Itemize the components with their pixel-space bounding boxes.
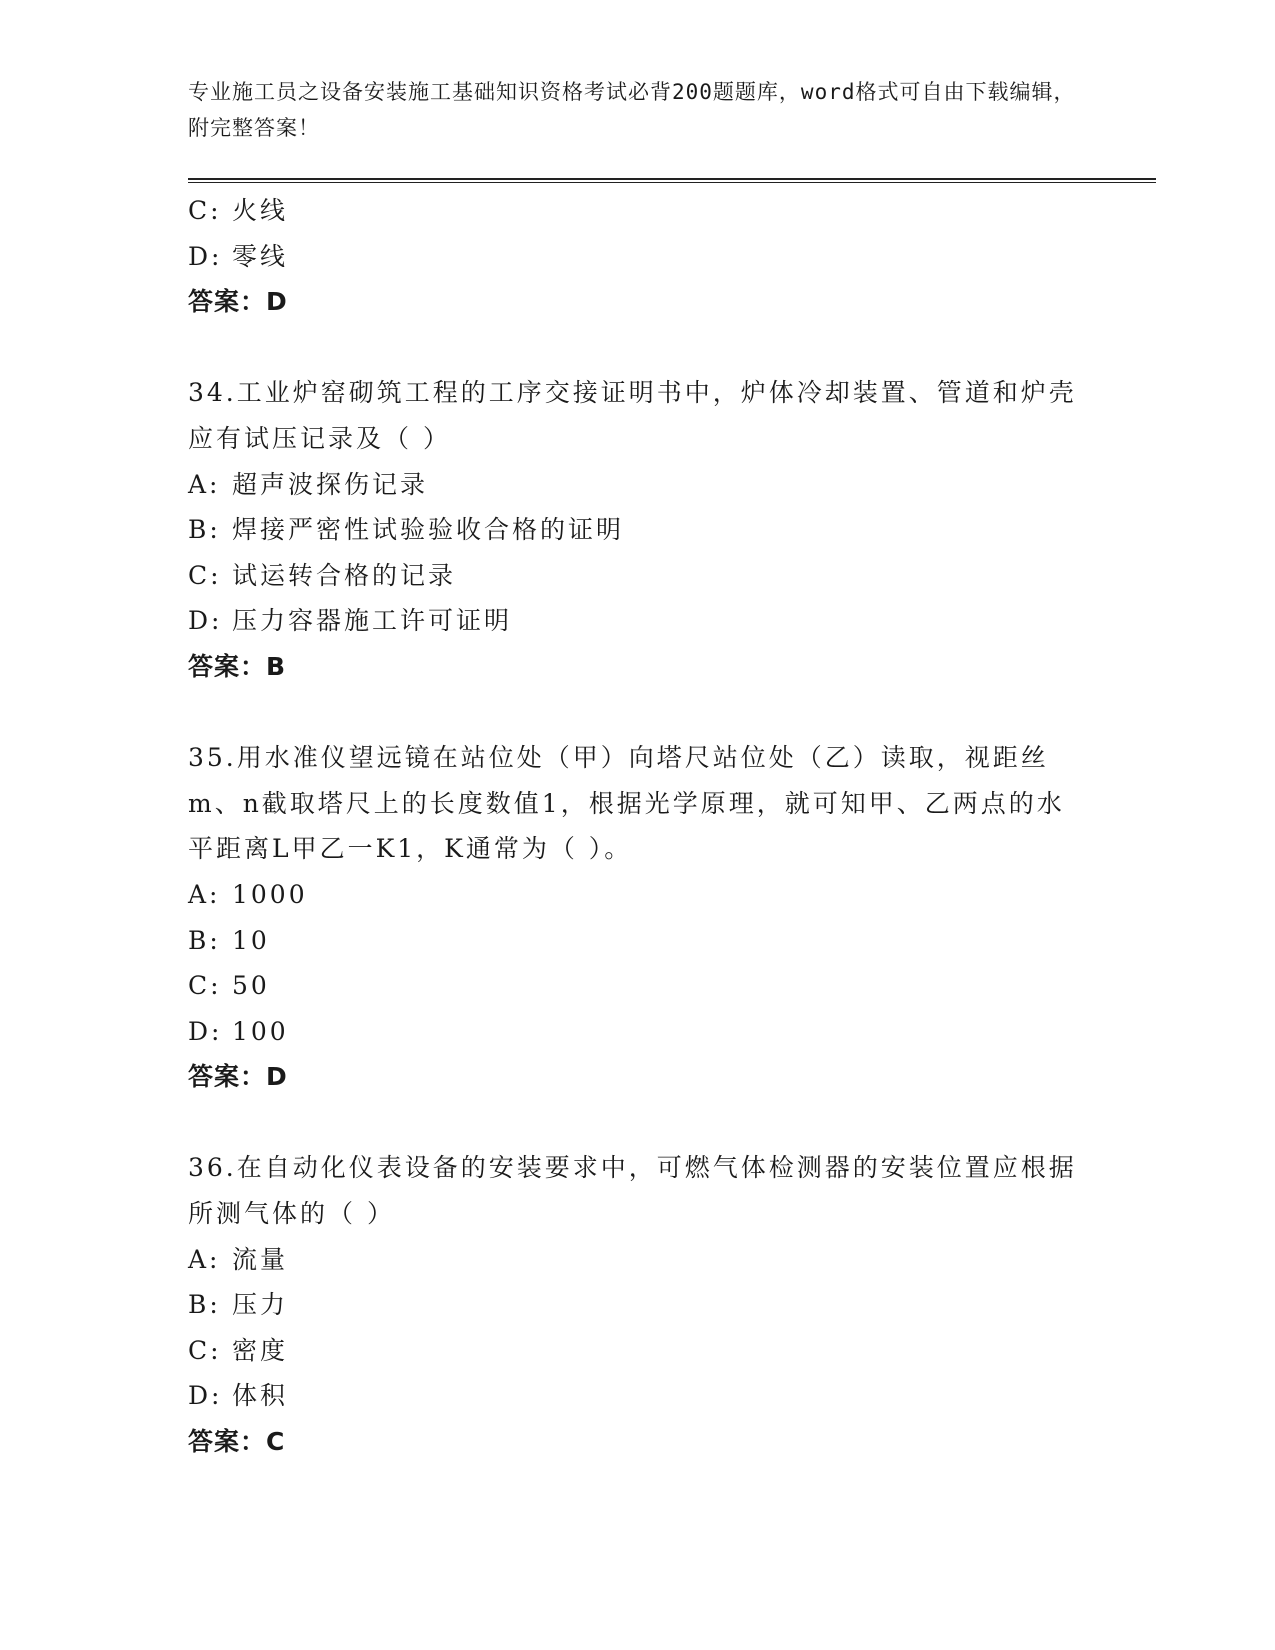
option-letter: C: bbox=[188, 560, 222, 590]
option-letter: B: bbox=[188, 515, 221, 545]
option-letter: A: bbox=[188, 879, 221, 909]
answer-line: 答案：C bbox=[188, 1427, 286, 1457]
option-text: 试运转合格的记录 bbox=[232, 560, 457, 590]
option-d bbox=[188, 598, 1088, 644]
option-text: 1000 bbox=[232, 879, 308, 909]
option-a bbox=[188, 462, 1088, 508]
option-text: 密度 bbox=[232, 1335, 289, 1365]
question-list bbox=[188, 188, 1088, 1465]
option-letter: D: bbox=[188, 241, 223, 271]
option-text: 零线 bbox=[232, 241, 289, 271]
answer-line: 答案：B bbox=[188, 651, 287, 681]
option-b bbox=[188, 1282, 1088, 1328]
option-d bbox=[188, 234, 1088, 280]
option-c bbox=[188, 188, 1088, 234]
option-letter: C: bbox=[188, 196, 222, 225]
option-d bbox=[188, 1009, 1088, 1055]
option-text: 压力 bbox=[232, 1290, 289, 1320]
document-header: 专业施工员之设备安装施工基础知识资格考试必背200题题库，word格式可自由下载编辑，附完整答案！ bbox=[188, 80, 1076, 140]
header-divider bbox=[188, 178, 1156, 183]
option-a bbox=[188, 872, 1088, 918]
option-letter: B: bbox=[188, 925, 221, 955]
question-stem: 35.用水准仪望远镜在站位处（甲）向塔尺站位处（乙）读取，视距丝m、n截取塔尺上的长度数值1，根据光学原理，就可知甲、乙两点的水平距离L甲乙一K1，K通常为（ ）。 bbox=[188, 743, 1065, 864]
question-stem: 36.在自动化仪表设备的安装要求中，可燃气体检测器的安装位置应根据所测气体的（ ） bbox=[188, 1153, 1077, 1229]
option-letter: B: bbox=[188, 1290, 221, 1320]
question-stem: 34.工业炉窑砌筑工程的工序交接证明书中，炉体冷却装置、管道和炉壳应有试压记录及（ ） bbox=[188, 378, 1077, 453]
option-letter: A: bbox=[188, 469, 221, 499]
answer-line: 答案：D bbox=[188, 287, 288, 317]
option-letter: C: bbox=[188, 1335, 222, 1365]
option-a bbox=[188, 1237, 1088, 1283]
option-c bbox=[188, 963, 1088, 1009]
option-text: 焊接严密性试验验收合格的证明 bbox=[232, 515, 625, 545]
option-text: 50 bbox=[232, 971, 270, 1001]
option-c bbox=[188, 1328, 1088, 1374]
option-text: 10 bbox=[232, 925, 270, 955]
option-letter: D: bbox=[188, 1381, 223, 1411]
option-b bbox=[188, 507, 1088, 553]
option-d bbox=[188, 1373, 1088, 1419]
option-text: 压力容器施工许可证明 bbox=[232, 606, 513, 636]
option-letter: C: bbox=[188, 971, 222, 1001]
option-b bbox=[188, 918, 1088, 964]
option-letter: D: bbox=[188, 606, 223, 636]
option-letter: A: bbox=[188, 1244, 221, 1274]
option-text: 流量 bbox=[232, 1244, 289, 1274]
option-text: 100 bbox=[232, 1016, 289, 1046]
option-c bbox=[188, 553, 1088, 599]
answer-line: 答案：D bbox=[188, 1062, 288, 1092]
option-letter: D: bbox=[188, 1016, 223, 1046]
option-text: 超声波探伤记录 bbox=[232, 469, 429, 499]
option-text: 火线 bbox=[232, 196, 289, 225]
option-text: 体积 bbox=[232, 1381, 289, 1411]
